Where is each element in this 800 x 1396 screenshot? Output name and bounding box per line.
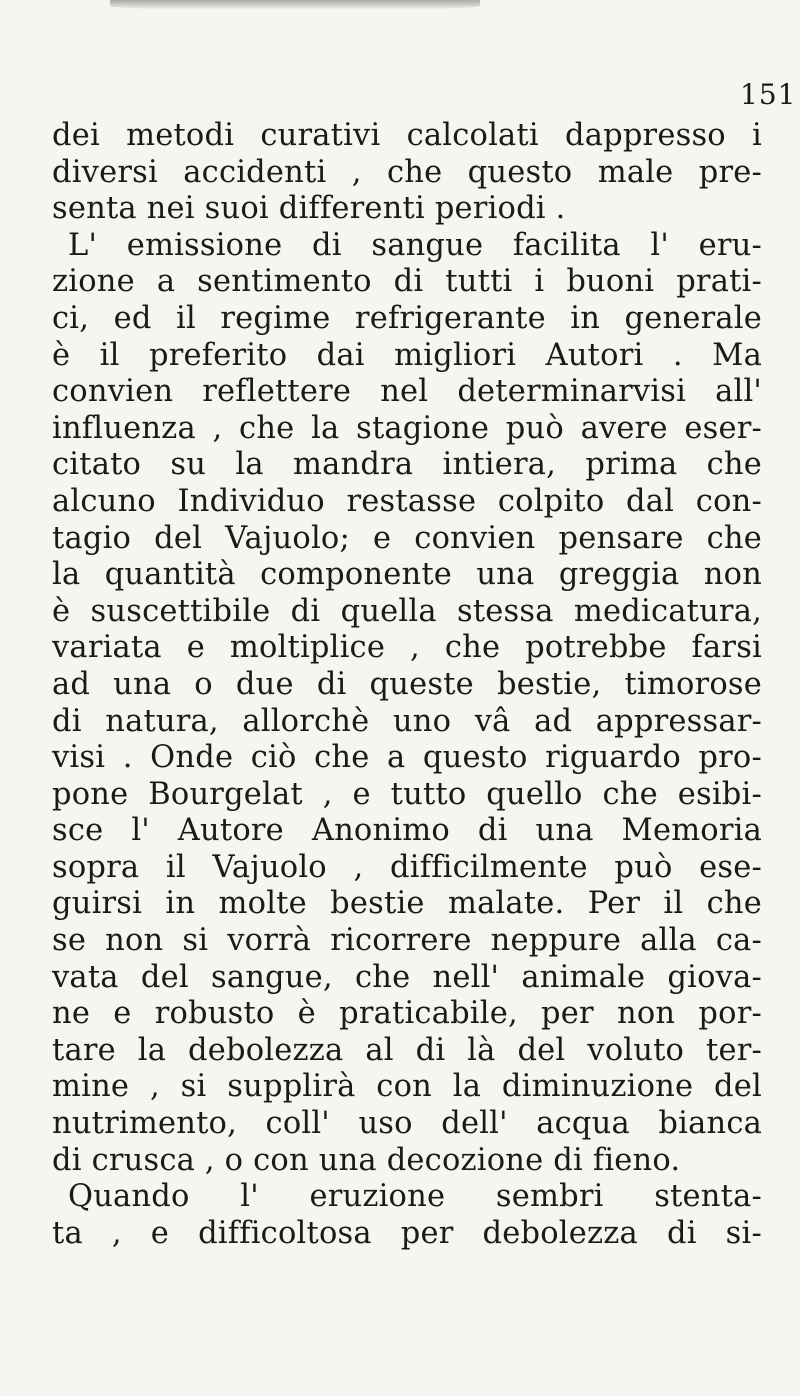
text-line: convien reflettere nel determinarvisi all' <box>52 374 762 410</box>
text-line: alcuno Individuo restasse colpito dal con- <box>52 483 762 519</box>
text-line: di crusca , o con una decozione di fieno. <box>52 1142 681 1178</box>
text-line: L' emissione di sangue facilita l' eru- <box>68 227 762 263</box>
text-line: variata e moltiplice , che potrebbe farsi <box>52 630 762 666</box>
text-line: guirsi in molte bestie malate. Per il che <box>52 886 762 922</box>
text-line: tagio del Vajuolo; e convien pensare che <box>52 520 762 556</box>
text-line: la quantità componente una greggia non <box>52 557 762 593</box>
text-line: è il preferito dai migliori Autori . Ma <box>52 337 762 373</box>
text-line: visi . Onde ciò che a questo riguardo pro- <box>52 740 762 776</box>
text-line: vata del sangue, che nell' animale giova- <box>52 959 762 995</box>
text-line: ta , e difficoltosa per debolezza di si- <box>52 1215 762 1251</box>
text-line: se non si vorrà ricorrere neppure alla ca- <box>52 923 762 959</box>
text-line: zione a sentimento di tutti i buoni prati- <box>52 264 762 300</box>
text-line: tare la debolezza al di là del voluto ter- <box>52 1032 762 1068</box>
page-edge-shadow <box>110 0 480 10</box>
text-line: citato su la mandra intiera, prima che <box>52 447 762 483</box>
text-line: pone Bourgelat , e tutto quello che esibi- <box>52 776 762 812</box>
text-line: ne e robusto è praticabile, per non por- <box>52 996 762 1032</box>
text-line: influenza , che la stagione può avere eser- <box>52 410 762 446</box>
text-line: Quando l' eruzione sembri stenta- <box>68 1179 762 1215</box>
page-number: 151 <box>740 78 797 111</box>
text-line: ci, ed il regime refrigerante in generale <box>52 300 762 336</box>
text-line: diversi accidenti , che questo male pre- <box>52 154 762 190</box>
body-text <box>52 118 762 1252</box>
text-line: mine , si supplirà con la diminuzione del <box>52 1069 762 1105</box>
text-line: sopra il Vajuolo , difficilmente può ese- <box>52 849 762 885</box>
text-line: nutrimento, coll' uso dell' acqua bianca <box>52 1106 762 1142</box>
text-line: dei metodi curativi calcolati dappresso i <box>52 118 762 153</box>
text-line: senta nei suoi differenti periodi . <box>52 191 566 227</box>
text-line: è suscettibile di quella stessa medicatura, <box>52 593 762 629</box>
text-line: di natura, allorchè uno vâ ad appressar- <box>52 703 762 739</box>
text-line: ad una o due di queste bestie, timorose <box>52 666 762 702</box>
text-line: sce l' Autore Anonimo di una Memoria <box>52 813 762 849</box>
